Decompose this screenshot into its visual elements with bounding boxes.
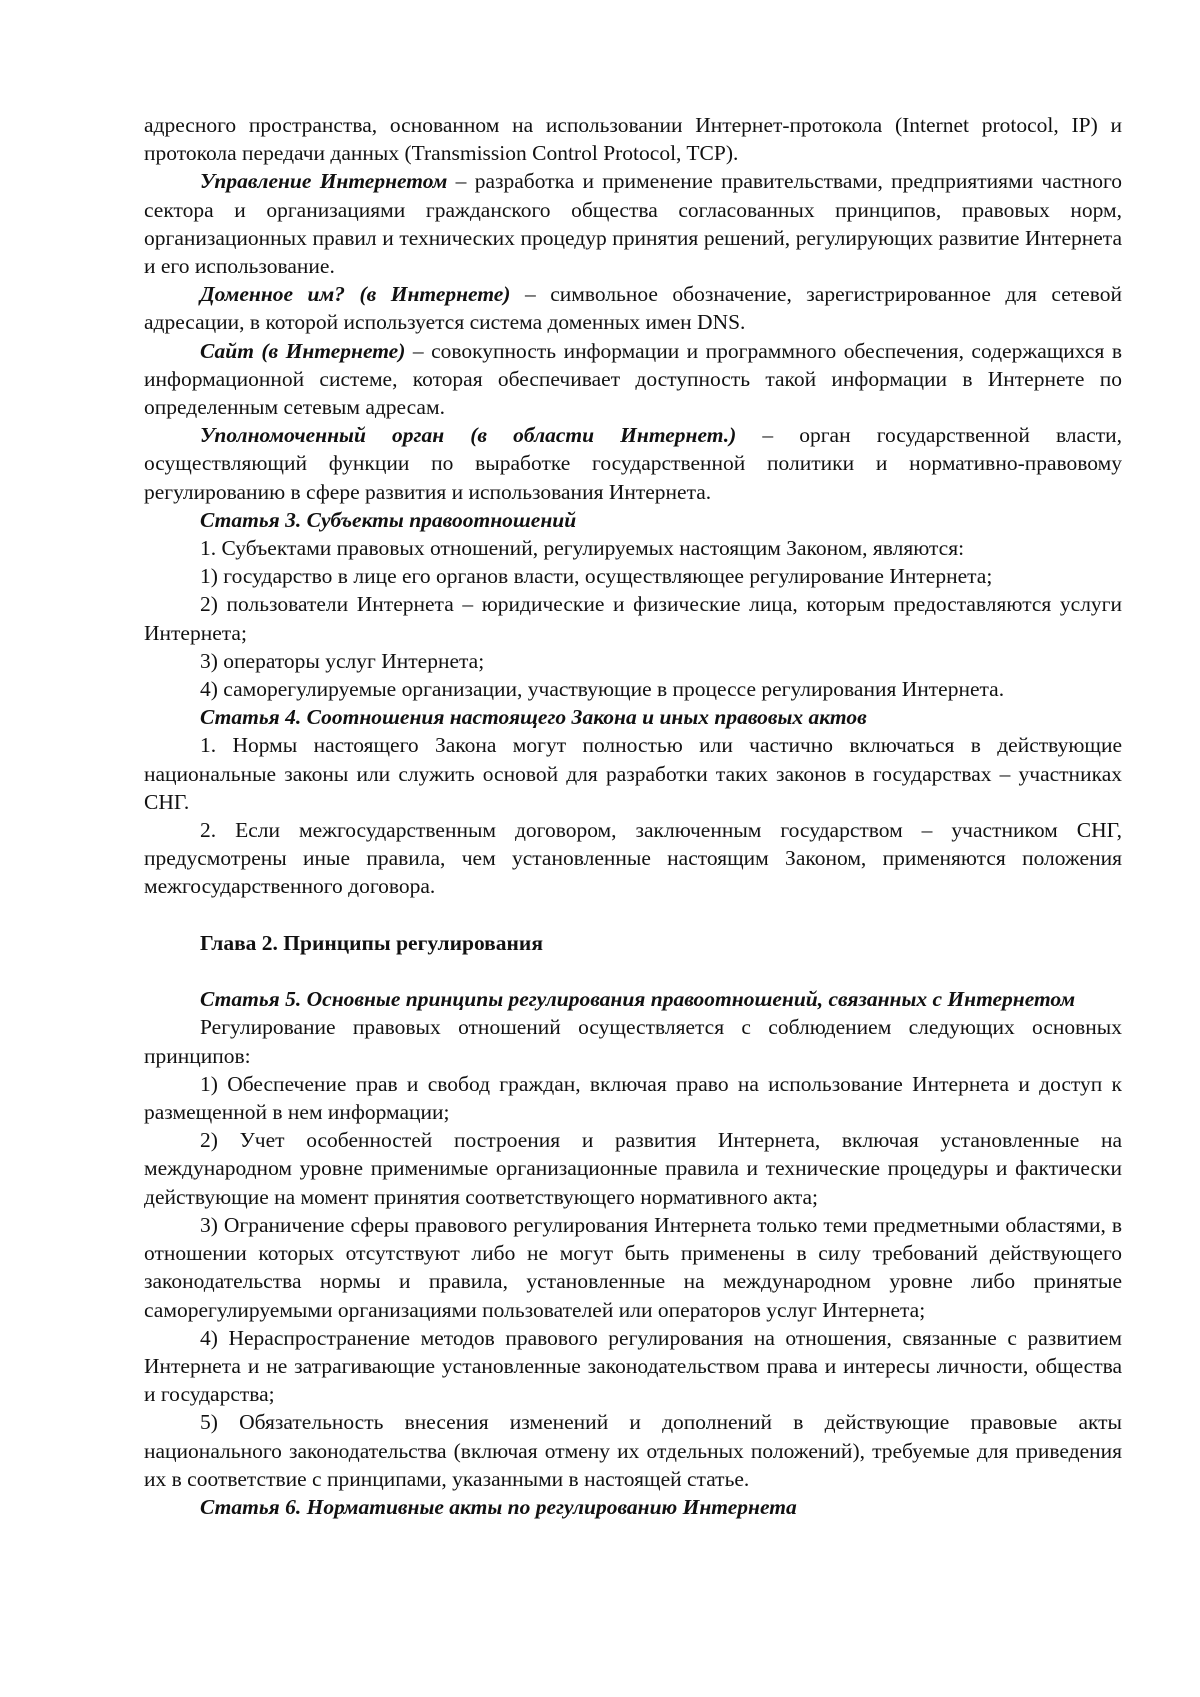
definition-text: – совокупность информации и программного обеспечения, содержащихся в информационной системе, которая обеспечивает доступность такой информации в Интернете по определенным сетевым адресам. bbox=[144, 338, 1122, 420]
article-5-lead: Регулирование правовых отношений осуществляется с соблюдением следующих основных принципов: bbox=[144, 1015, 1122, 1068]
definition-term: Управление Интернетом bbox=[200, 169, 448, 194]
article-3-item: 1) государство в лице его органов власти, осуществляющее регулирование Интернета; bbox=[200, 564, 993, 589]
definition-text: – разработка и применение правительствами, предприятиями частного сектора и организациями гражданского общества согласованных принципов, правовых норм, организационных правил и технических процедур принятия решений, регулирующих развитие Интернета и его использование. bbox=[144, 169, 1122, 279]
definition-site bbox=[144, 337, 1122, 422]
article-5-item: 2) Учет особенностей построения и развития Интернета, включая установленные на международном уровне применимые организационные правила и технические процедуры и фактически действующие на момент принятия соответствующего нормативного акта; bbox=[144, 1128, 1122, 1209]
definition-term: Сайт (в Интернете) bbox=[200, 338, 406, 363]
definition-authorized-body bbox=[144, 421, 1122, 506]
article-3-title: Статья 3. Субъекты правоотношений bbox=[200, 507, 577, 532]
article-6-title: Статья 6. Нормативные акты по регулированию Интернета bbox=[200, 1494, 797, 1519]
spacer bbox=[144, 957, 1122, 985]
spacer bbox=[144, 901, 1122, 929]
article-5-item: 5) Обязательность внесения изменений и дополнений в действующие правовые акты национального законодательства (включая отмену их отдельных положений), требуемые для приведения их в соответствие с принципами, указанными в настоящей статье. bbox=[144, 1410, 1122, 1491]
intro-paragraph: адресного пространства, основанном на использовании Интернет-протокола (Internet protocol, IP) и протокола передачи данных (Transmission Control Protocol, TCP). bbox=[144, 113, 1122, 166]
article-3-item: 4) саморегулируемые организации, участвующие в процессе регулирования Интернета. bbox=[200, 677, 1005, 702]
article-4-item: 2. Если межгосударственным договором, заключенным государством – участником СНГ, предусмотрены иные правила, чем установленные настоящим Законом, применяются положения межгосударственного договора. bbox=[144, 818, 1122, 899]
definition-text: – символьное обозначение, зарегистрированное для сетевой адресации, в которой используется система доменных имен DNS. bbox=[144, 282, 1122, 335]
article-5-title: Статья 5. Основные принципы регулирования правоотношений, связанных с Интернетом bbox=[200, 987, 1076, 1012]
definition-text: – орган государственной власти, осуществляющий функции по выработке государственной политики и нормативно-правовому регулированию в сфере развития и использования Интернета. bbox=[144, 423, 1122, 504]
article-5-item: 4) Нераспространение методов правового регулирования на отношения, связанные с развитием Интернета и не затрагивающие установленные законодательством права и интересы личности, общества и государства; bbox=[144, 1325, 1122, 1407]
article-4-title: Статья 4. Соотношения настоящего Закона и иных правовых актов bbox=[200, 705, 867, 730]
definition-term: Уполномоченный орган (в области Интернет.) bbox=[200, 423, 737, 448]
definition-internet-governance bbox=[144, 167, 1122, 280]
definition-domain-name bbox=[144, 280, 1122, 336]
article-5-item: 1) Обеспечение прав и свобод граждан, включая право на использование Интернета и доступ к размещенной в нем информации; bbox=[144, 1071, 1122, 1125]
article-3-item: 3) операторы услуг Интернета; bbox=[200, 648, 485, 673]
article-4-item: 1. Нормы настоящего Закона могут полностью или частично включаться в действующие национальные законы или служить основой для разработки таких законов в государствах – участниках СНГ. bbox=[144, 733, 1122, 814]
article-5-item: 3) Ограничение сферы правового регулирования Интернета только теми предметными областями, в отношении которых отсутствуют либо не могут быть применены в силу требований действующего законодательства нормы и правила, установленные на международном уровне либо принятые саморегулируемыми организациями пользователей или операторов услуг Интернета; bbox=[144, 1212, 1122, 1322]
article-3-item: 2) пользователи Интернета – юридические и физические лица, которым предоставляются услуги Интернета; bbox=[144, 592, 1122, 645]
chapter-2-title: Глава 2. Принципы регулирования bbox=[200, 930, 543, 955]
article-3-lead: 1. Субъектами правовых отношений, регулируемых настоящим Законом, являются: bbox=[200, 536, 965, 561]
definition-term: Доменное им? (в Интернете) bbox=[200, 282, 511, 307]
